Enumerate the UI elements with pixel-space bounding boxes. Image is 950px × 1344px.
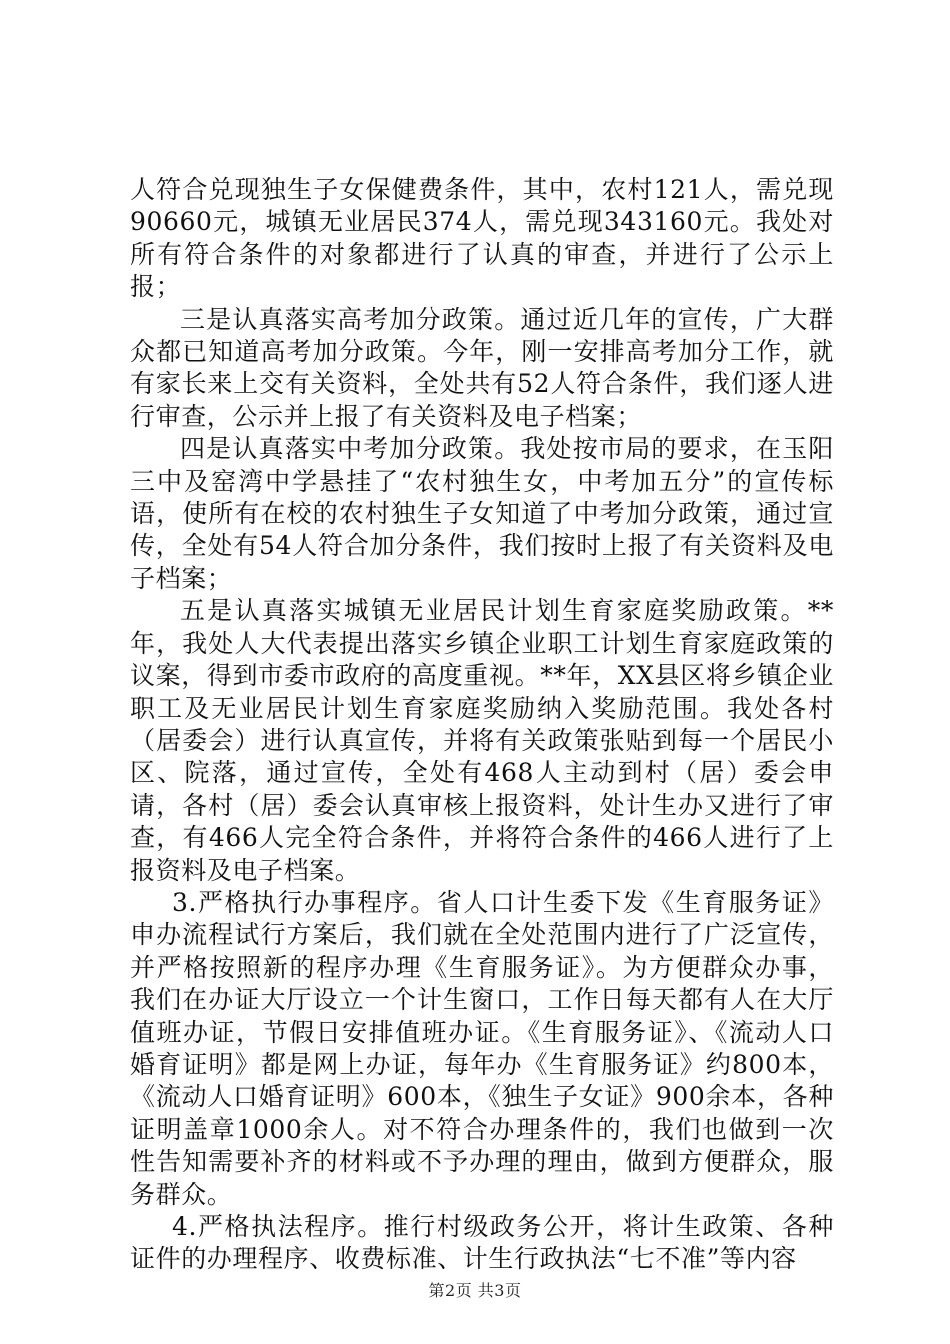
page-footer: 第2页 共3页 (428, 1281, 522, 1300)
paragraph-continuation: 人符合兑现独生子女保健费条件，其中，农村121人，需兑现90660元，城镇无业居民374人，需兑现343160元。我处对所有符合条件的对象都进行了认真的审查，并进行了公示上报； (130, 175, 834, 302)
paragraph-procedure-4: 4.严格执法程序。推行村级政务公开，将计生政策、各种证件的办理程序、收费标准、计生行政执法“七不准”等内容 (130, 1212, 834, 1274)
document-body (130, 174, 834, 1276)
paragraph-college-exam-bonus: 三是认真落实高考加分政策。通过近几年的宣传，广大群众都已知道高考加分政策。今年，刚一安排高考加分工作，就有家长来上交有关资料，全处共有52人符合条件，我们逐人进行审查，公示并上报了有关资料及电子档案； (130, 304, 834, 431)
paragraph-highschool-exam-bonus: 四是认真落实中考加分政策。我处按市局的要求，在玉阳三中及窑湾中学悬挂了“农村独生女，中考加五分”的宣传标语，使所有在校的农村独生子女知道了中考加分政策，通过宣传，全处有54人符合加分条件，我们按时上报了有关资料及电子档案； (130, 434, 834, 593)
paragraph-urban-family-reward: 五是认真落实城镇无业居民计划生育家庭奖励政策。**年，我处人大代表提出落实乡镇企业职工计划生育家庭政策的议案，得到市委市政府的高度重视。**年，XX县区将乡镇企业职工及无业居民计划生育家庭奖励纳入奖励范围。我处各村（居委会）进行认真宣传，并将有关政策张贴到每一个居民小区、院落，通过宣传，全处有468人主动到村（居）委会申请，各村（居）委会认真审核上报资料，处计生办又进行了审查，有466人完全符合条件，并将符合条件的466人进行了上报资料及电子档案。 (130, 596, 834, 885)
paragraph-procedure-3: 3.严格执行办事程序。省人口计生委下发《生育服务证》申办流程试行方案后，我们就在全处范围内进行了广泛宣传，并严格按照新的程序办理《生育服务证》。为方便群众办事，我们在办证大厅设立一个计生窗口，工作日每天都有人在大厅值班办证，节假日安排值班办证。《生育服务证》、《流动人口婚育证明》都是网上办证，每年办《生育服务证》约800本，《流动人口婚育证明》600本，《独生子女证》900余本，各种证明盖章1000余人。对不符合办理条件的，我们也做到一次性告知需要补齐的材料或不予办理的理由，做到方便群众，服务群众。 (130, 887, 834, 1209)
